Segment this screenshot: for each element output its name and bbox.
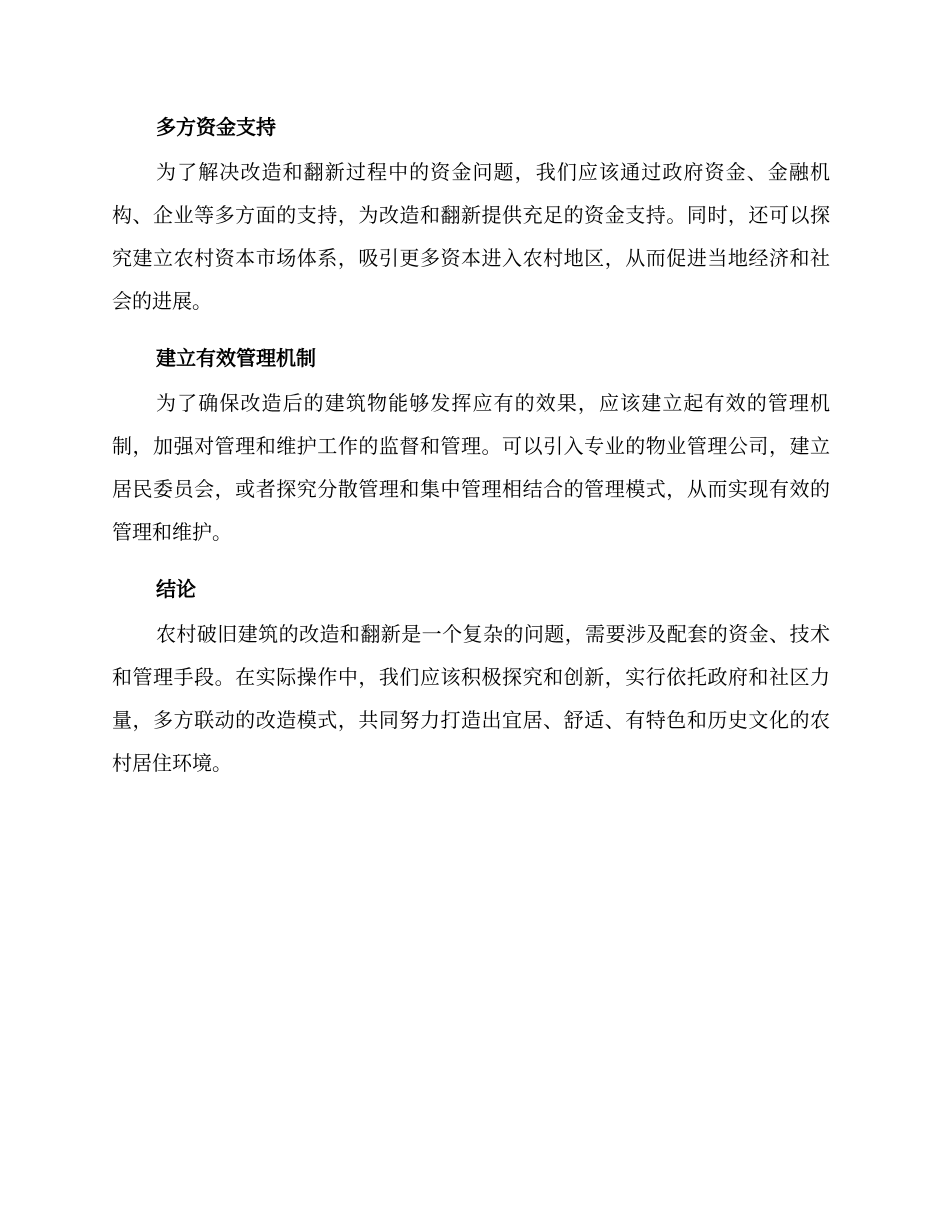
section-paragraph: 为了确保改造后的建筑物能够发挥应有的效果，应该建立起有效的管理机制，加强对管理和维护工作的监督和管理。可以引入专业的物业管理公司，建立居民委员会，或者探究分散管理和集中管理相结合的管理模式，从而实现有效的管理和维护。 [112,391,830,544]
section-management [112,337,830,554]
section-conclusion [112,568,830,785]
section-heading: 多方资金支持 [156,115,276,139]
section-paragraph: 农村破旧建筑的改造和翻新是一个复杂的问题，需要涉及配套的资金、技术和管理手段。在实际操作中，我们应该积极探究和创新，实行依托政府和社区力量，多方联动的改造模式，共同努力打造出宜居、舒适、有特色和历史文化的农村居住环境。 [112,622,830,775]
section-heading: 建立有效管理机制 [156,346,316,370]
document-body [112,106,830,799]
section-heading: 结论 [156,577,196,601]
section-paragraph: 为了解决改造和翻新过程中的资金问题，我们应该通过政府资金、金融机构、企业等多方面的支持，为改造和翻新提供充足的资金支持。同时，还可以探究建立农村资本市场体系，吸引更多资本进入农村地区，从而促进当地经济和社会的进展。 [112,160,830,313]
section-funding [112,106,830,323]
